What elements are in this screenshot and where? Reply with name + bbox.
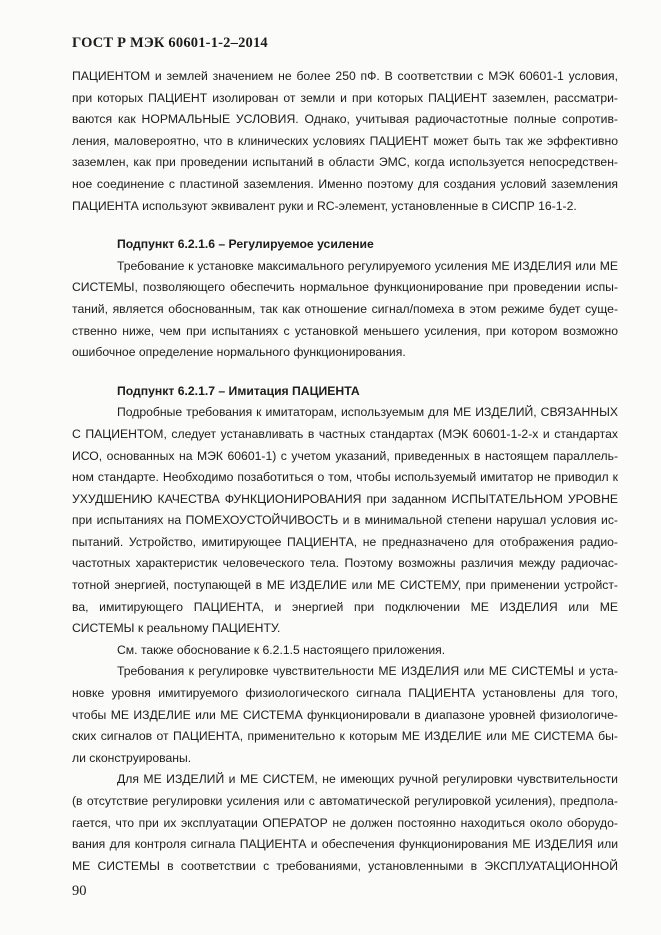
text-line: заземлен, как при проведении испытаний в области ЭМС, когда используется непосредствен- [72, 155, 618, 170]
text-line: СИСТЕМЫ, позволяющего обеспечить нормальное функционирование при проведении испы- [72, 280, 618, 295]
text-line: ПАЦИЕНТА используют эквивалент руки и RC-элемент, установленные в СИСПР 16-1-2. [72, 198, 577, 213]
text-line: ления, маловероятно, что в клинических условиях ПАЦИЕНТ может быть так же эффективно [72, 133, 618, 148]
section-heading-6-2-1-6: Подпункт 6.2.1.6 – Регулируемое усиление [117, 237, 374, 252]
text-line: Для МЕ ИЗДЕЛИЙ и МЕ СИСТЕМ, не имеющих ручной регулировки чувствительности [117, 772, 618, 787]
text-line: ских сигналов от ПАЦИЕНТА, применительно к которым МЕ ИЗДЕЛИЕ или МЕ СИСТЕМА бы- [72, 729, 618, 744]
body-text [72, 66, 618, 877]
text-line: Требование к установке максимального регулируемого усиления МЕ ИЗДЕЛИЯ или МЕ [117, 258, 618, 273]
text-line: (в отсутствие регулировки усиления или с автоматической регулировкой усиления), предпола- [72, 794, 618, 808]
text-line: вания для контроля сигнала ПАЦИЕНТА и обеспечения функционирования МЕ ИЗДЕЛИЯ или [72, 837, 618, 852]
text-line: ваются как НОРМАЛЬНЫЕ УСЛОВИЯ. Однако, учитывая радиочастотные полные сопротив- [72, 112, 618, 127]
text-line: Требования к регулировке чувствительности МЕ ИЗДЕЛИЯ или МЕ СИСТЕМЫ и уста- [117, 664, 618, 679]
text-line: чтобы МЕ ИЗДЕЛИЕ или МЕ СИСТЕМА функционировали в диапазоне уровней физиологиче- [72, 707, 618, 722]
text-line: гается, что при их эксплуатации ОПЕРАТОР не должен постоянно находиться около оборудо- [72, 815, 618, 830]
text-line: таний, является обоснованным, так как отношение сигнал/помеха в этом режиме будет суще- [72, 301, 618, 316]
text-line: С ПАЦИЕНТОМ, следует устанавливать в частных стандартах (МЭК 60601-1-2-х и стандартах [72, 426, 618, 441]
text-line: ли сконструированы. [72, 750, 192, 765]
text-line: УХУДШЕНИЮ КАЧЕСТВА ФУНКЦИОНИРОВАНИЯ при заданном ИСПЫТАТЕЛЬНОМ УРОВНЕ [72, 491, 618, 506]
text-line: ва, имитирующего ПАЦИЕНТА, и энергией при подключении МЕ ИЗДЕЛИЯ или МЕ [72, 599, 618, 614]
page-number: 90 [72, 883, 87, 899]
text-line: частотных характеристик человеческого тела. Поэтому возможны различия между радиочас- [72, 556, 618, 571]
text-line: ственно ниже, чем при испытаниях с установкой меньшего усиления, при котором возможно [72, 323, 618, 338]
text-line: Подробные требования к имитаторам, используемым для МЕ ИЗДЕЛИЙ, СВЯЗАННЫХ [117, 405, 618, 420]
text-line: ошибочное определение нормального функционирования. [72, 345, 406, 360]
text-line: новке уровня имитируемого физиологического сигнала ПАЦИЕНТА установлены для того, [72, 686, 618, 701]
text-line: пытаний. Устройство, имитирующее ПАЦИЕНТА, не предназначено для отображения радио- [72, 534, 618, 549]
text-line: См. также обоснование к 6.2.1.5 настоящего приложения. [117, 642, 446, 657]
text-line: ное соединение с пластиной заземления. Именно поэтому для создания условий заземления [72, 176, 618, 191]
text-line: СИСТЕМЫ к реальному ПАЦИЕНТУ. [72, 621, 281, 636]
text-line: ном стандарте. Необходимо позаботиться о том, чтобы используемый имитатор не приводил к [72, 470, 618, 485]
text-line: ПАЦИЕНТОМ и землей значением не более 250 пФ. В соответствии с МЭК 60601-1 условия, [72, 69, 618, 83]
text-line: при которых ПАЦИЕНТ изолирован от земли и при которых ПАЦИЕНТ заземлен, рассматри- [72, 90, 618, 105]
section-heading-6-2-1-7: Подпункт 6.2.1.7 – Имитация ПАЦИЕНТА [117, 383, 360, 398]
text-line: тотной энергией, поступающей в МЕ ИЗДЕЛИЕ или МЕ СИСТЕМУ, при применении устройст- [72, 578, 618, 593]
text-line: ИСО, основанных на МЭК 60601-1) с учетом указаний, приведенных в настоящем параллель- [72, 448, 618, 463]
document-header: ГОСТ Р МЭК 60601-1-2–2014 [72, 35, 268, 51]
text-line: МЕ СИСТЕМЫ в соответствии с требованиями, установленными в ЭКСПЛУАТАЦИОННОЙ [72, 858, 618, 873]
text-line: при испытаниях на ПОМЕХОУСТОЙЧИВОСТЬ и в минимальной степени нарушал условия ис- [72, 513, 618, 528]
